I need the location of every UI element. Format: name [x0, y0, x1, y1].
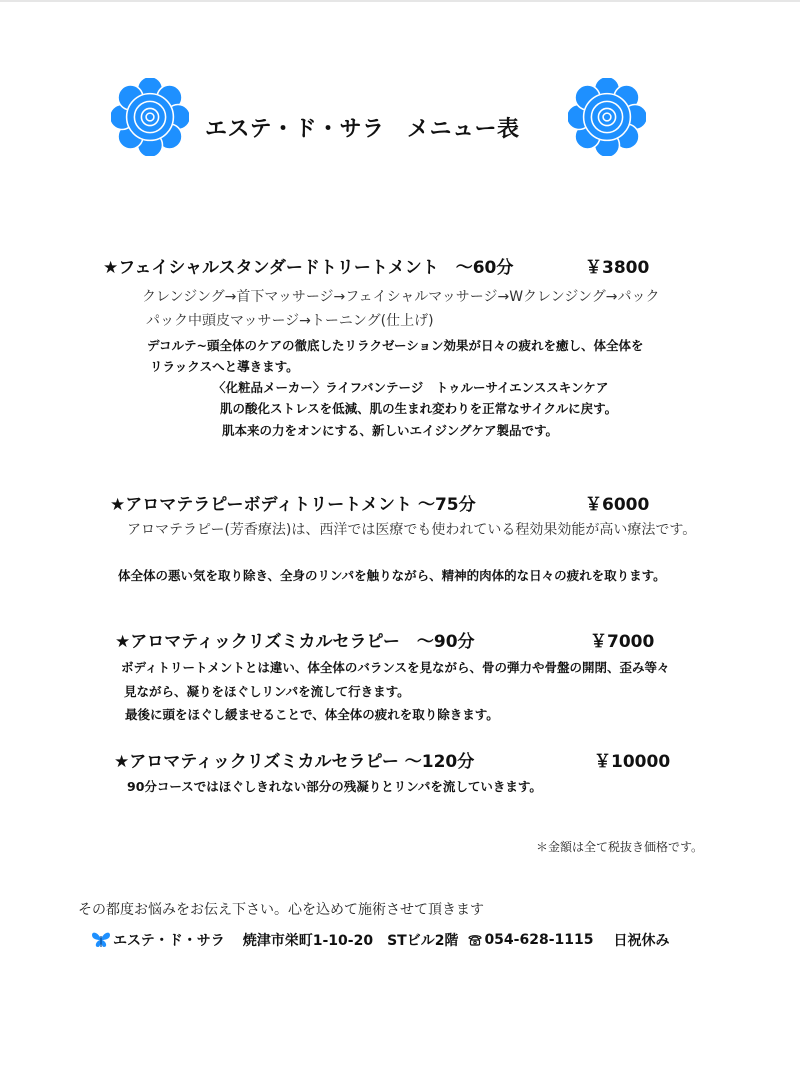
- address: 焼津市栄町1-10-20: [242, 933, 374, 949]
- menu-item-title: ★アロマティックリズミカルセラピー ～90分: [115, 632, 475, 652]
- contact-line: [91, 930, 669, 950]
- menu-item-title: ★アロマティックリズミカルセラピー ～120分: [114, 752, 475, 772]
- menu-item-desc: パック中頭皮マッサージ→トーニング(仕上げ): [146, 313, 434, 329]
- menu-item-desc: 体全体の悪い気を取り除き、全身のリンパを触りながら、精神的肉体的な日々の疲れを取ります。: [118, 568, 666, 583]
- menu-item-price: ￥10000: [594, 752, 671, 772]
- menu-item-desc: リラックスへと導きます。: [150, 359, 299, 374]
- phone-number[interactable]: 054-628-1115: [484, 932, 594, 948]
- blue-flower-icon: [111, 78, 189, 156]
- menu-item-desc: デコルテ~頭全体のケアの徹底したリラクゼーション効果が日々の疲れを癒し、体全体を: [147, 338, 644, 353]
- menu-item-title: ★フェイシャルスタンダードトリートメント ～60分: [103, 258, 514, 278]
- menu-item-desc: クレンジング→首下マッサージ→フェイシャルマッサージ→Wクレンジング→パック: [142, 289, 660, 305]
- blue-flower-icon: [568, 78, 646, 156]
- menu-item-desc: 〈化粧品メーカー〉ライフバンテージ トゥルーサイエンススキンケア: [213, 380, 609, 395]
- menu-item-desc: ボディトリートメントとは違い、体全体のバランスを見ながら、骨の弾力や骨盤の開閉、歪み等々: [121, 660, 670, 675]
- closed-days: 日祝休み: [613, 933, 670, 949]
- phone-icon: [468, 933, 482, 947]
- menu-item-desc: 見ながら、凝りをほぐしリンパを流して行きます。: [124, 684, 410, 699]
- menu-item-price: ￥6000: [585, 495, 650, 515]
- menu-item-price: ￥7000: [590, 632, 655, 652]
- shop-name: エステ・ド・サラ: [113, 933, 225, 949]
- menu-item-desc: 肌の酸化ストレスを低減、肌の生まれ変わりを正常なサイクルに戻す。: [220, 401, 618, 416]
- menu-item-price: ￥3800: [585, 258, 650, 278]
- building: STビル2階: [387, 933, 459, 949]
- tax-note: ＊金額は全て税抜き価格です。: [536, 840, 704, 854]
- menu-item-desc: 90分コースではほぐしきれない部分の残凝りとリンパを流していきます。: [127, 779, 542, 794]
- footer-message: その都度お悩みをお伝え下さい。心を込めて施術させて頂きます: [78, 902, 484, 918]
- menu-item-desc: 最後に頭をほぐし緩ませることで、体全体の疲れを取り除きます。: [125, 707, 499, 722]
- top-edge: [0, 0, 800, 2]
- butterfly-icon: [91, 931, 111, 949]
- page-title: エステ・ド・サラ メニュー表: [205, 117, 520, 142]
- menu-item-title: ★アロマテラピーボディトリートメント ～75分: [110, 495, 476, 515]
- menu-item-desc: アロマテラピー(芳香療法)は、西洋では医療でも使われている程効果効能が高い療法です。: [127, 522, 697, 538]
- menu-item-desc: 肌本来の力をオンにする、新しいエイジングケア製品です。: [222, 423, 558, 438]
